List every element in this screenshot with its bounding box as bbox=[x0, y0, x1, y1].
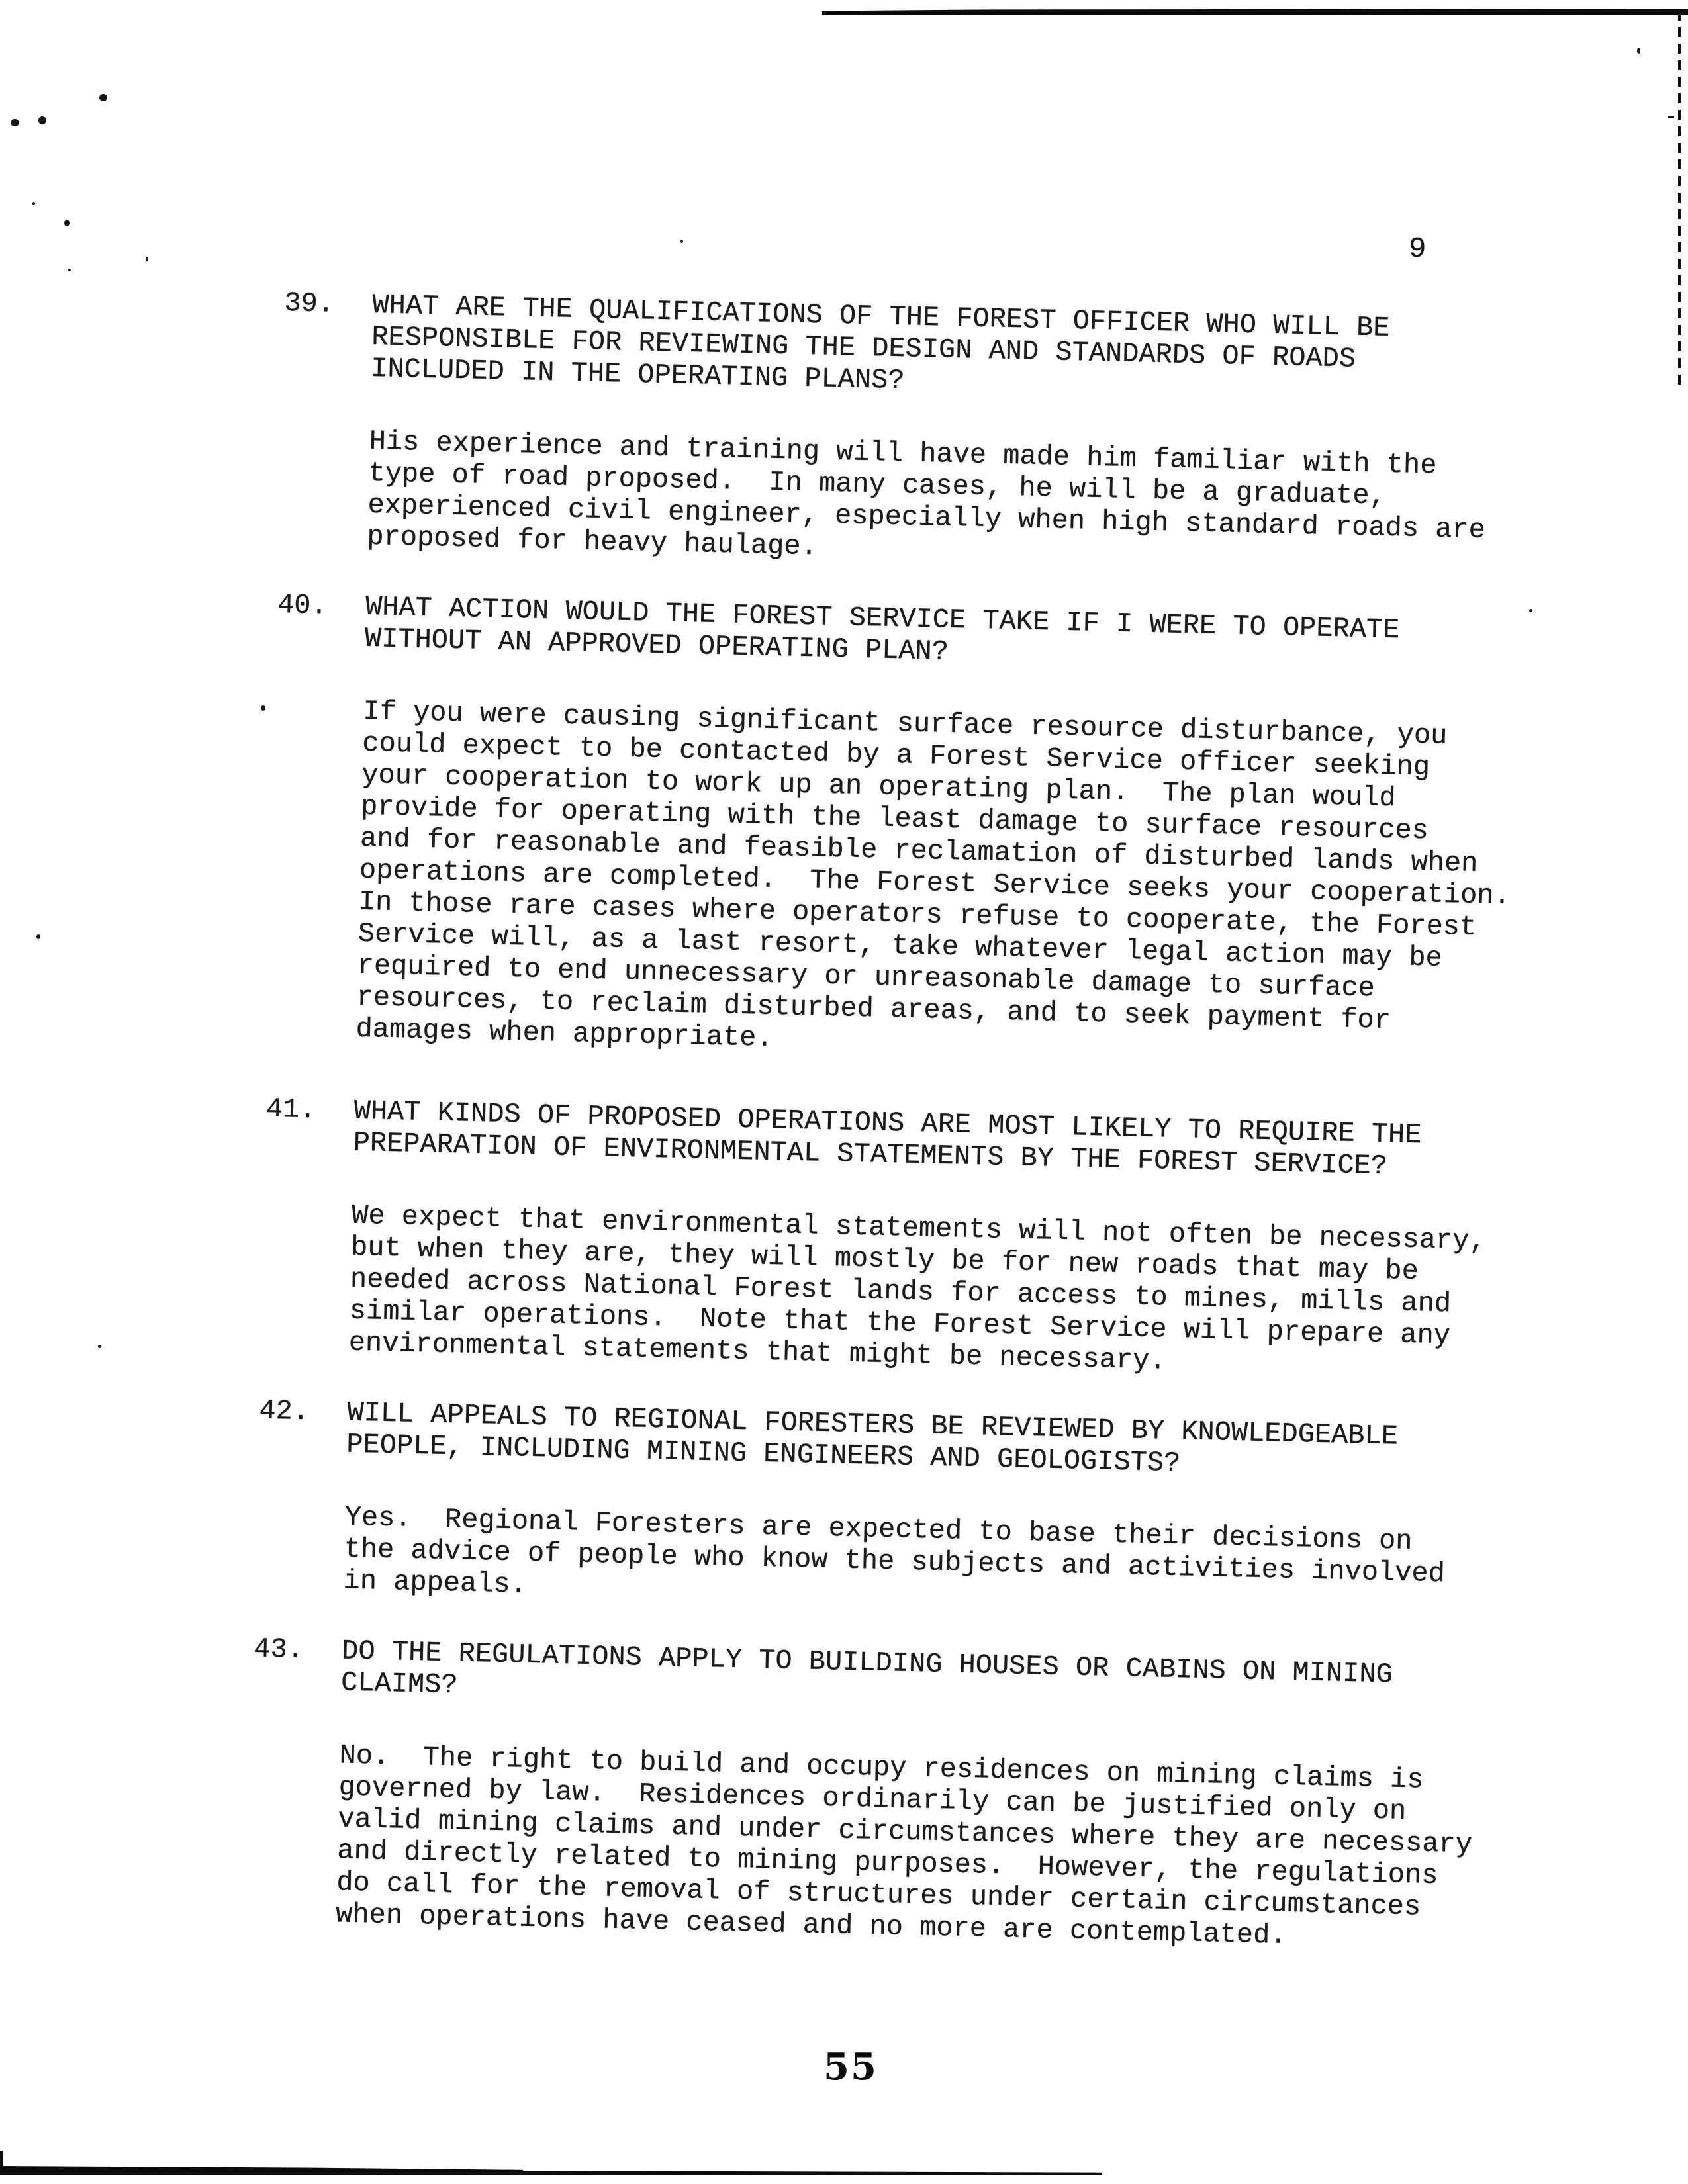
question-row bbox=[276, 589, 1575, 682]
question-text: WILL APPEALS TO REGIONAL FORESTERS BE REVIEWED BY KNOWLEDGEABLE PEOPLE, INCLUDING MINING ENGINEERS AND GEOLOGISTS? bbox=[346, 1396, 1399, 1480]
qa-item-40 bbox=[267, 589, 1575, 1072]
scan-speck bbox=[146, 257, 148, 261]
scan-artifact-top-bar bbox=[822, 9, 1688, 15]
scan-artifact-bottom-bar-thin bbox=[510, 2171, 1102, 2175]
scan-speck bbox=[1668, 116, 1674, 118]
qa-item-42 bbox=[255, 1395, 1556, 1624]
qa-item-43 bbox=[248, 1633, 1552, 1957]
question-number: 43. bbox=[253, 1633, 305, 1666]
qa-list bbox=[248, 287, 1582, 1958]
scan-speck bbox=[98, 1345, 101, 1348]
question-row bbox=[265, 1093, 1564, 1186]
scan-speck bbox=[32, 202, 35, 205]
qa-item-39 bbox=[279, 287, 1582, 580]
question-number: 39. bbox=[283, 287, 335, 320]
question-number: 42. bbox=[258, 1394, 310, 1428]
question-text: DO THE REGULATIONS APPLY TO BUILDING HOUSES OR CABINS ON MINING CLAIMS? bbox=[340, 1635, 1393, 1702]
scan-speck bbox=[38, 116, 46, 124]
scan-speck bbox=[64, 220, 70, 226]
answer-text: We expect that environmental statements will not often be necessary, but when they are, they will mostly be for new roads that may be needed across National Forest lands for access to mines, mills and similar operations. Note that the Forest Service will prepare any environmental statements that might be necessary. bbox=[348, 1199, 1487, 1377]
qa-item-41 bbox=[260, 1093, 1564, 1386]
question-text: WHAT KINDS OF PROPOSED OPERATIONS ARE MOST LIKELY TO REQUIRE THE PREPARATION OF ENVIRONMENTAL STATEMENTS BY THE FOREST SERVICE? bbox=[353, 1095, 1422, 1183]
scan-speck bbox=[99, 94, 107, 101]
answer-text: No. The right to build and occupy residences on mining claims is governed by law. Residences ordinarily can be justified only on valid mining claims and under circumstances where they are necessary and directly related to mining purposes. However, the regulations do call for the removal of structures under certain circumstances when operations have ceased and no more are contemplated. bbox=[335, 1739, 1473, 1952]
scan-speck bbox=[11, 119, 19, 126]
question-text: WHAT ARE THE QUALIFICATIONS OF THE FOREST OFFICER WHO WILL BE RESPONSIBLE FOR REVIEWING THE DESIGN AND STANDARDS OF ROADS INCLUDED IN THE OPERATING PLANS? bbox=[370, 289, 1391, 397]
answer-text: His experience and training will have made him familiar with the type of road proposed. In many cases, he will be a graduate, experienced civil engineer, especially when high standard roads are proposed for heavy haulage. bbox=[366, 425, 1486, 563]
question-row bbox=[253, 1633, 1552, 1725]
question-number: 41. bbox=[265, 1093, 316, 1126]
scan-artifact-left-tick bbox=[0, 2151, 3, 2172]
question-number: 40. bbox=[277, 588, 328, 622]
scan-artifact-bottom-bar bbox=[0, 2166, 523, 2175]
scan-speck bbox=[36, 934, 40, 939]
scan-speck bbox=[680, 240, 683, 243]
question-text: WHAT ACTION WOULD THE FOREST SERVICE TAKE IF I WERE TO OPERATE WITHOUT AN APPROVED OPERATING PLAN? bbox=[364, 590, 1400, 668]
answer-text: If you were causing significant surface resource disturbance, you could expect to be contacted by a Forest Service officer seeking your cooperation to work up an operating plan. The plan would provide for operating with the least damage to surface resources and for reasonable and feasible reclamation of disturbed lands when operations are completed. The Forest Service seeks your cooperation. In those rare cases where operators refuse to cooperate, the Forest Service will, as a last resort, take whatever legal action may be required to end unnecessary or unreasonable damage to surface resources, to reclaim disturbed areas, and to seek payment for damages when appropriate. bbox=[355, 695, 1511, 1055]
scan-speck bbox=[68, 269, 71, 271]
scan-speck bbox=[1637, 48, 1640, 54]
answer-text: Yes. Regional Foresters are expected to base their decisions on the advice of people who know the subjects and activities involved in appeals. bbox=[343, 1501, 1446, 1601]
question-row bbox=[258, 1395, 1557, 1488]
question-row bbox=[283, 287, 1582, 412]
page-number-top: 9 bbox=[1408, 232, 1427, 267]
scan-artifact-right-edge-dashes bbox=[1678, 11, 1681, 389]
scan-speck bbox=[261, 705, 265, 711]
page-number-footer: 55 bbox=[823, 2045, 878, 2089]
